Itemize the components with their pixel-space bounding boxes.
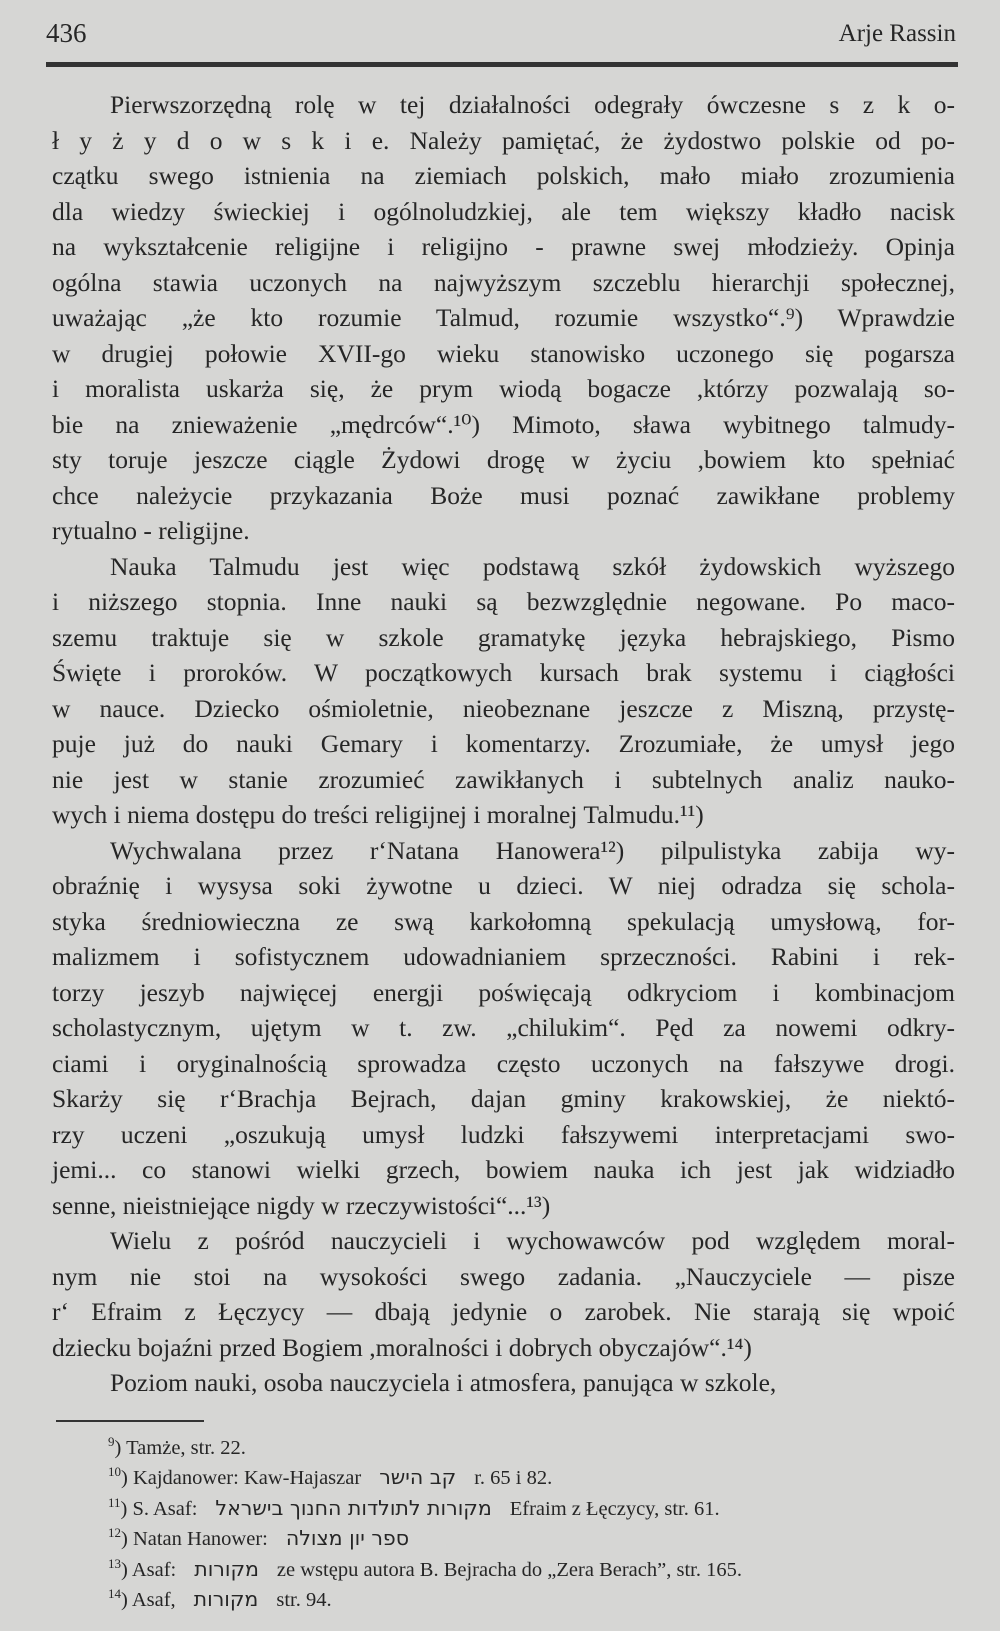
footnote-hebrew-title: מקורות [193, 1586, 259, 1611]
text-line: r‘ Efraim z Łęczycy — dbają jedynie o zarobek. Nie starają się wpoić [52, 1297, 955, 1326]
footnote-number: 9 [108, 1434, 115, 1449]
footnote-hebrew-title: ספר יון מצולה [285, 1526, 410, 1551]
footnote: $^9$) Tamże, str. 22. [108, 1434, 246, 1459]
footnote: $^{14}$) Asaf, מקורות str. 94. [108, 1586, 332, 1611]
text-line: ogólna stawia uczonych na najwyższym szczeblu hierarchji społecznej, [52, 267, 955, 297]
footnote-reference: Efraim z Łęczycy, str. 61. [509, 1497, 720, 1520]
footnote-separator [56, 1420, 204, 1422]
text-line: bie na znieważenie „mędrców“.¹⁰) Mimoto, sława wybitnego talmudy- [52, 409, 955, 439]
text-line: na wykształcenie religijne i religijno - prawne swej młodzieży. Opinja [52, 232, 955, 261]
footnote-text: Asaf, [131, 1588, 176, 1611]
header-rule [46, 62, 958, 67]
text-line: Nauka Talmudu jest więc podstawą szkół żydowskich wyższego [110, 551, 955, 581]
footnote: $^{12}$) Natan Hanower: ספר יון מצולה [108, 1525, 410, 1551]
text-line: uważając „że kto rozumie Talmud, rozumie wszystko“.⁹) Wprawdzie [52, 303, 955, 332]
running-head-author: Arje Rassin [838, 20, 956, 47]
text-line: i niższego stopnia. Inne nauki są bezwzględnie negowane. Po maco- [52, 587, 955, 616]
text-line: ciami i oryginalnością sprowadza często uczonych na fałszywe drogi. [52, 1048, 955, 1078]
text-line: Święte i proroków. W początkowych kursach brak systemu i ciągłości [52, 658, 955, 687]
footnote-reference: r. 65 i 82. [474, 1467, 553, 1490]
body-text [52, 87, 955, 1401]
text-line: Wielu z pośród nauczycieli i wychowawców pod względem moral- [110, 1226, 955, 1255]
footnote-hebrew-title: מקורות [194, 1556, 259, 1581]
footnote-text: Natan Hanower: [132, 1528, 268, 1551]
running-header [46, 18, 956, 58]
page-number: 436 [46, 18, 87, 48]
text-line: senne, nieistniejące nigdy w rzeczywistości“...¹³) [52, 1190, 551, 1220]
text-line: czątku swego istnienia na ziemiach polskich, mało miało zrozumienia [52, 161, 955, 190]
footnotes [108, 1430, 742, 1613]
footnote-number: 10 [108, 1464, 121, 1480]
text-line: malizmem i sofistycznem udowadnianiem sprzeczności. Rabini i rek- [52, 942, 955, 971]
text-line: rytualno - religijne. [52, 516, 250, 545]
text-line: nym nie stoi na wysokości swego zadania. „Nauczyciele — pisze [52, 1261, 955, 1291]
footnote-text: Kajdanower: Kaw-Hajaszar [132, 1467, 362, 1490]
text-line: ł y ż y d o w s k i e. Należy pamiętać, że żydostwo polskie od po- [52, 125, 955, 155]
footnote-hebrew-title: קב הישר [379, 1465, 457, 1490]
text-line: scholastycznym, ujętym w t. zw. „chilukim“. Pęd za nowemi odkry- [52, 1013, 955, 1042]
footnote-number: 12 [108, 1525, 121, 1541]
text-line: rzy uczeni „oszukują umysł ludzki fałszywemi interpretacjami swo- [52, 1119, 955, 1149]
footnote: $^{10}$) Kajdanower: Kaw-Hajaszar קב הישר r. 65 i 82. [108, 1464, 553, 1490]
text-line: Wychwalana przez r‘Natana Hanowera¹²) pilpulistyka zabija wy- [110, 835, 955, 865]
text-line: styka średniowieczna ze swą karkołomną spekulacją umysłową, for- [52, 906, 955, 936]
text-line: w drugiej połowie XVII-go wieku stanowisko uczonego się pogarsza [52, 338, 955, 368]
text-line: wych i niema dostępu do treści religijnej i moralnej Talmudu.¹¹) [52, 800, 704, 829]
footnote: $^{11}$) S. Asaf: מקורות לתולדות החנוך בישראל Efraim z Łęczycy, str. 61. [108, 1494, 720, 1520]
footnote: $^{13}$) Asaf: מקורות ze wstępu autora B. Bejracha do „Zera Berach”, str. 165. [108, 1555, 742, 1581]
text-line: sty toruje jeszcze ciągle Żydowi drogę w życiu ,bowiem kto spełniać [52, 445, 955, 474]
text-line: torzy jeszyb najwięcej energji poświęcają odkryciom i kombinacjom [52, 977, 955, 1007]
footnote-text: Tamże, str. 22. [126, 1436, 246, 1459]
text-line: puje już do nauki Gemary i komentarzy. Zrozumiałe, że umysł jego [52, 729, 955, 758]
text-line: i moralista uskarża się, że prym wiodą bogacze ,którzy pozwalają so- [52, 374, 955, 403]
footnote-text: S. Asaf: [132, 1497, 198, 1520]
text-line: Poziom nauki, osoba nauczyciela i atmosfera, panująca w szkole, [110, 1368, 777, 1397]
text-line: obraźnię i wysysa soki żywotne u dzieci. W niej odradza się schola- [52, 871, 955, 900]
text-line: dziecku bojaźni przed Bogiem ,moralności i dobrych obyczajów“.¹⁴) [52, 1332, 752, 1362]
footnote-number: 13 [108, 1555, 121, 1571]
footnote-hebrew-title: מקורות לתולדות החנוך בישראל [215, 1495, 492, 1520]
footnote-text: Asaf: [131, 1558, 177, 1581]
text-line: dla wiedzy świeckiej i ogólnoludzkiej, ale tem większy kładło nacisk [52, 196, 955, 226]
footnote-number: 11 [108, 1494, 121, 1510]
text-line: szemu traktuje się w szkole gramatykę języka hebrajskiego, Pismo [52, 622, 955, 652]
text-line: Pierwszorzędną rolę w tej działalności odegrały ówczesne s z k o- [110, 90, 955, 119]
footnote-number: 14 [108, 1586, 121, 1602]
footnote-reference: ze wstępu autora B. Bejracha do „Zera Berach”, str. 165. [276, 1558, 742, 1581]
text-line: jemi... co stanowi wielki grzech, bowiem nauka ich jest jak widziadło [52, 1155, 955, 1184]
footnote-reference: str. 94. [276, 1588, 332, 1611]
text-line: Skarży się r‘Brachja Bejrach, dajan gminy krakowskiej, że niektó- [52, 1084, 955, 1113]
text-line: nie jest w stanie zrozumieć zawikłanych i subtelnych analiz nauko- [52, 764, 955, 794]
text-line: w nauce. Dziecko ośmioletnie, nieobeznane jeszcze z Miszną, przystę- [52, 693, 955, 723]
text-line: chce należycie przykazania Boże musi poznać zawikłane problemy [52, 480, 955, 510]
